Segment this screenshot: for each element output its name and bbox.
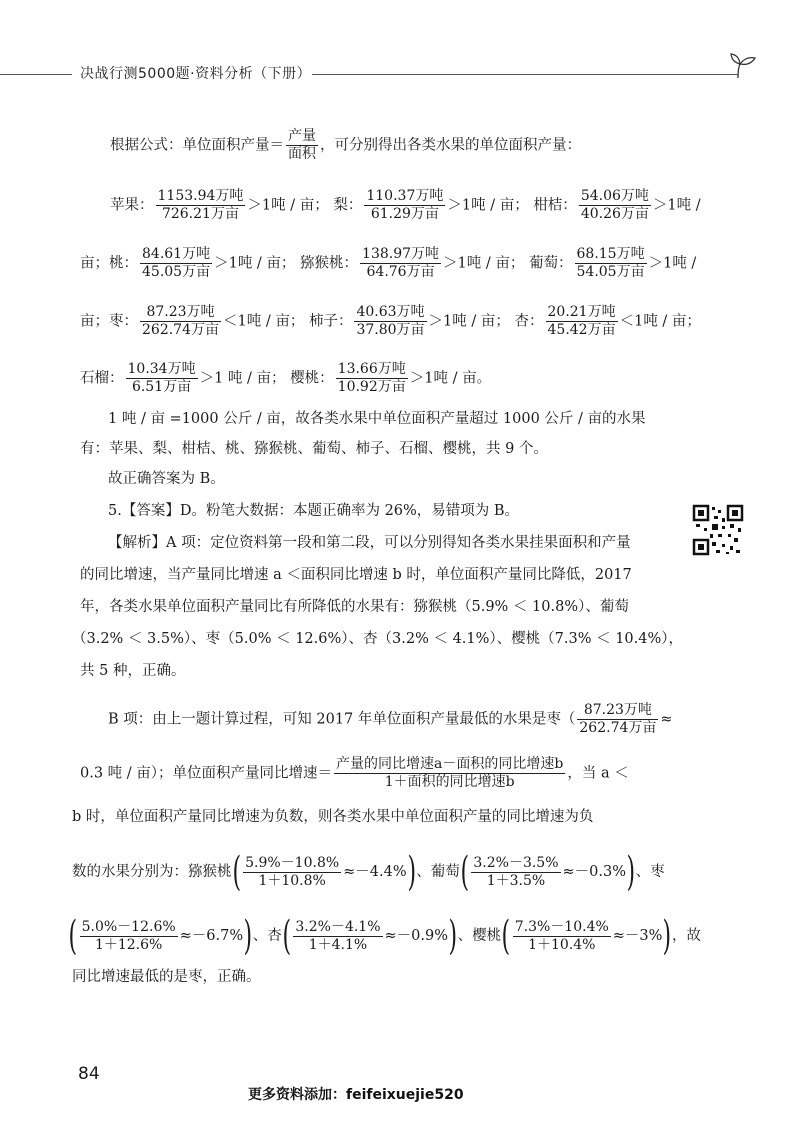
fruit-fraction — [140, 304, 221, 339]
fruit-den: 37.80万亩 — [356, 322, 425, 338]
header-rule-right — [312, 74, 738, 75]
para1-line3: 故正确答案为 B。 — [108, 471, 225, 487]
partB-text: ，当 a ＜ — [567, 765, 629, 782]
fruit-num: 13.66万吨 — [337, 361, 406, 377]
paren-close: ) — [662, 913, 672, 959]
paren-open: ( — [232, 849, 241, 895]
partB-line6: 同比增速最低的是枣，正确。 — [72, 969, 261, 985]
fruit-fraction — [360, 246, 441, 281]
fruit-label: 葡萄： — [529, 255, 573, 272]
fraction-result: ≈－4.4% — [343, 864, 407, 880]
fruit-fraction — [579, 188, 651, 223]
fruit-compare: ＞1 吨 / 亩； — [199, 370, 286, 387]
fruit-num: 1153.94万吨 — [157, 188, 244, 204]
fruit-label: 亩；枣： — [80, 313, 138, 330]
fraction-result: ≈－0.9% — [384, 928, 449, 944]
partB-text: 、杏 — [252, 928, 282, 944]
fruit-num: 110.37万吨 — [366, 188, 444, 204]
para1-line1: 1 吨 / 亩 =1000 公斤 / 亩，故各类水果中单位面积产量超过 1000 公斤 / 亩的水果 — [108, 411, 646, 427]
fruit-row-3 — [80, 304, 701, 339]
fraction-result: ≈－3% — [612, 928, 663, 944]
fruit-row-2 — [80, 246, 696, 281]
fruit-num: 84.61万吨 — [142, 246, 211, 262]
fraction-num: 产量的同比增速a－面积的同比增速b — [336, 756, 564, 772]
fraction-num: 5.9%－10.8% — [245, 854, 340, 871]
cherry-fraction — [513, 919, 611, 954]
fruit-label: 猕猴桃： — [300, 255, 359, 272]
fruit-row-4 — [80, 361, 491, 396]
fraction-num: 5.0%－12.6% — [81, 918, 176, 935]
fruit-den: 61.29万亩 — [370, 206, 439, 222]
partB-text: B 项：由上一题计算过程，可知 2017 年单位面积产量最低的水果是枣（ — [108, 711, 576, 728]
fruit-label: 樱桃： — [290, 370, 334, 387]
partB-line2 — [80, 756, 629, 791]
growth-formula-fraction — [334, 756, 565, 791]
fruit-compare: ＞1吨 / 亩； — [447, 197, 529, 214]
fruit-label: 亩；桃： — [80, 255, 138, 272]
fruit-fraction — [364, 188, 445, 223]
partB-line1 — [108, 702, 673, 737]
fruit-den: 10.92万亩 — [337, 379, 406, 395]
fraction-den: 1＋面积的同比增速b — [384, 774, 515, 790]
fraction-den: 1＋10.8% — [258, 872, 326, 889]
fraction-den: 262.74万亩 — [579, 720, 657, 736]
formula-fraction — [286, 128, 318, 163]
fruit-label: 柿子： — [308, 313, 353, 330]
paren-open: ( — [282, 913, 291, 959]
fruit-compare: ＞1吨 / 亩； — [443, 255, 525, 272]
partB-fraction — [577, 702, 658, 737]
fruit-row-1 — [110, 188, 701, 223]
fruit-den: 262.74万亩 — [142, 322, 219, 338]
partB-line4 — [72, 849, 665, 895]
partB-text: 数的水果分别为：猕猴桃 — [72, 864, 232, 880]
fruit-num: 138.97万吨 — [362, 246, 440, 262]
fruit-den: 54.05万亩 — [576, 264, 645, 280]
leaf-icon — [728, 50, 758, 84]
fruit-fraction — [354, 304, 426, 339]
formula-num: 产量 — [288, 128, 316, 144]
fruit-compare: ＞1吨 / 亩。 — [409, 370, 492, 387]
para1-line2: 有：苹果、梨、柑桔、桃、猕猴桃、葡萄、柿子、石榴、樱桃，共 9 个。 — [80, 441, 548, 457]
q5-analysis-1: 【解析】A 项：定位资料第一段和第二段，可以分别得知各类水果挂果面积和产量 — [108, 535, 631, 551]
header-rule-left — [0, 74, 72, 75]
fraction-num: 3.2%－3.5% — [473, 854, 559, 871]
fraction-num: 87.23万吨 — [577, 702, 658, 720]
grape-fraction — [471, 855, 560, 890]
partB-text: 0.3 吨 / 亩）；单位面积产量同比增速＝ — [80, 765, 333, 782]
partB-text: ≈ — [660, 711, 673, 728]
paren-close: ) — [626, 849, 636, 895]
q5-analysis-2: 的同比增速，当产量同比增速 a ＜面积同比增速 b 时，单位面积产量同比降低，2017 — [80, 567, 632, 583]
formula-line — [110, 128, 581, 163]
fraction-den: 1＋4.1% — [308, 936, 368, 953]
fruit-fraction — [546, 304, 618, 339]
formula-post: ，可分别得出各类水果的单位面积产量： — [320, 137, 581, 154]
paren-open: ( — [460, 849, 469, 895]
fruit-compare: ＞1吨 / 亩； — [428, 313, 510, 330]
fruit-num: 40.63万吨 — [356, 304, 425, 320]
fruit-fraction — [126, 361, 198, 396]
paren-close: ) — [243, 913, 253, 959]
partB-text: 、葡萄 — [416, 864, 460, 880]
partB-line5 — [68, 913, 702, 959]
partB-line3: b 时，单位面积产量同比增速为负数，则各类水果中单位面积产量的同比增速为负 — [72, 809, 594, 825]
q5-analysis-3: 年，各类水果单位面积产量同比有所降低的水果有：猕猴桃（5.9% ＜ 10.8%）、葡萄 — [80, 599, 629, 615]
fraction-den: 1＋3.5% — [486, 872, 546, 889]
fruit-compare: ＞1吨 / — [652, 197, 701, 214]
fruit-num: 87.23万吨 — [140, 304, 221, 322]
partB-text: ，故 — [672, 928, 702, 944]
partB-text: 、枣 — [635, 864, 665, 880]
qr-code-image — [692, 504, 744, 556]
fruit-den: 45.05万亩 — [142, 264, 211, 280]
fruit-label: 梨： — [333, 197, 363, 214]
fruit-compare: ＜1吨 / 亩； — [223, 313, 305, 330]
fruit-compare: ＞1吨 / 亩； — [214, 255, 296, 272]
fruit-fraction — [156, 188, 246, 223]
fruit-den: 6.51万亩 — [131, 379, 192, 395]
fruit-fraction — [140, 246, 212, 281]
fruit-compare: ＜1吨 / 亩； — [619, 313, 701, 330]
apricot-fraction — [293, 919, 382, 954]
partB-text: 、樱桃 — [457, 928, 502, 944]
paren-open: ( — [68, 913, 78, 959]
fruit-den: 64.76万亩 — [366, 264, 435, 280]
fruit-label: 苹果： — [110, 197, 154, 214]
formula-den: 面积 — [288, 146, 316, 162]
fruit-den: 40.26万亩 — [580, 206, 649, 222]
page-number: 84 — [78, 1064, 100, 1084]
footer-contact: 更多资料添加：feifeixuejie520 — [248, 1087, 464, 1103]
fruit-num: 54.06万吨 — [580, 188, 649, 204]
fraction-den: 1＋12.6% — [94, 936, 163, 953]
q5-analysis-4: （3.2% ＜ 3.5%）、枣（5.0% ＜ 12.6%）、杏（3.2% ＜ 4.1%）、樱桃（7.3% ＜ 10.4%）， — [72, 631, 684, 647]
paren-close: ) — [407, 849, 416, 895]
fruit-fraction — [336, 361, 408, 396]
fruit-compare: ＞1吨 / — [648, 255, 697, 272]
fruit-num: 20.21万吨 — [547, 304, 616, 320]
paren-close: ) — [448, 913, 458, 959]
kiwi-fraction — [243, 855, 341, 890]
fruit-num: 10.34万吨 — [127, 361, 196, 377]
fruit-den: 45.42万亩 — [547, 322, 616, 338]
fruit-label: 杏： — [514, 313, 544, 330]
running-header-title: 决战行测5000题·资料分析（下册） — [80, 66, 312, 82]
formula-pre: 根据公式：单位面积产量＝ — [110, 137, 284, 154]
jujube-fraction — [80, 919, 178, 954]
fraction-num: 3.2%－4.1% — [295, 918, 381, 935]
fraction-den: 1＋10.4% — [528, 936, 596, 953]
fruit-label: 柑桔： — [533, 197, 577, 214]
fruit-fraction — [575, 246, 647, 281]
fraction-result: ≈－0.3% — [562, 864, 627, 880]
paren-open: ( — [501, 913, 511, 959]
fruit-den: 726.21万亩 — [161, 206, 239, 222]
fruit-label: 石榴： — [80, 370, 124, 387]
fruit-num: 68.15万吨 — [576, 246, 645, 262]
q5-analysis-5: 共 5 种，正确。 — [80, 663, 186, 679]
q5-answer: 5.【答案】D。粉笔大数据：本题正确率为 26%，易错项为 B。 — [108, 503, 520, 519]
fraction-result: ≈－6.7% — [179, 928, 244, 944]
fruit-compare: ＞1吨 / 亩； — [247, 197, 329, 214]
fraction-num: 7.3%－10.4% — [514, 918, 609, 935]
